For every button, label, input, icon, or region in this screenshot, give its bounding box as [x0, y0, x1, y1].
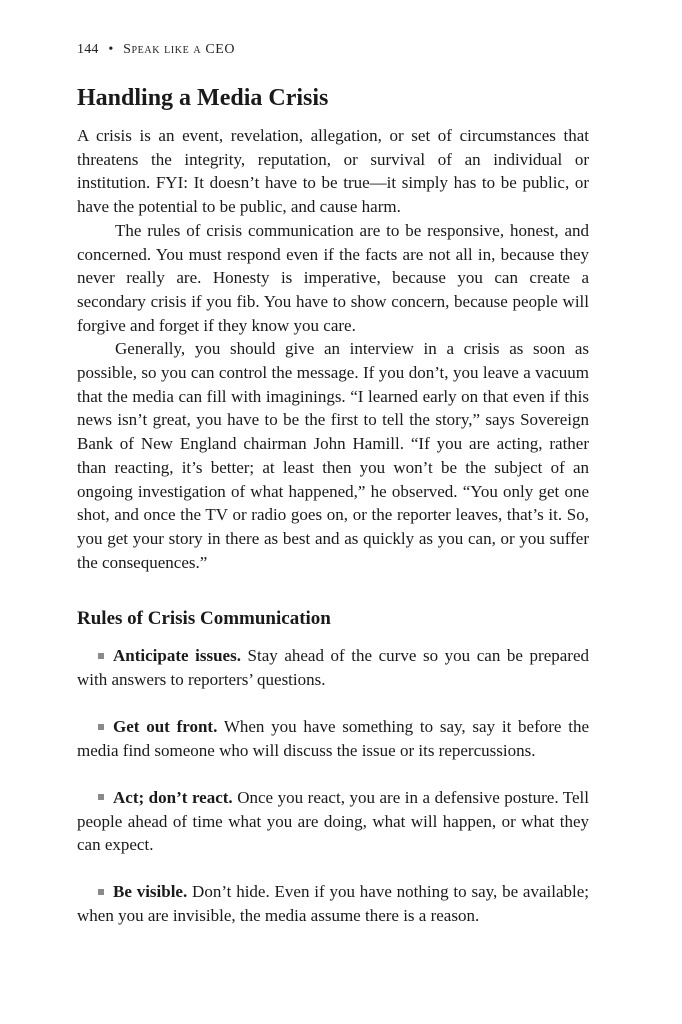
- rule-term: Get out front.: [113, 716, 218, 736]
- subsection-heading: Rules of Crisis Communication: [77, 608, 331, 629]
- list-item: [77, 644, 589, 691]
- paragraph: Generally, you should give an interview in a crisis as soon as possible, so you can control the message. If you don’t, you leave a vacuum that the media can fill with imaginings. “I learned early on that even if this news isn’t great, you have to be the first to tell the story,” says Sovereign Bank of New England chairman John Hamill. “If you are acting, rather than reacting, it’s better; at least then you won’t be the subject of an ongoing investigation of what happened,” he observed. “You only get one shot, and once the TV or radio goes on, or the reporter leaves, that’s it. So, you get your story in there as best and as quickly as you can, or you suffer the consequences.”: [77, 339, 589, 572]
- rule-term: Be visible.: [113, 882, 188, 902]
- body-text: [77, 124, 589, 574]
- book-title: Speak like a CEO: [123, 42, 236, 57]
- rule-term: Act; don’t react.: [113, 787, 233, 807]
- list-item: [77, 880, 589, 927]
- list-item: [77, 715, 589, 762]
- section-heading: Handling a Media Crisis: [77, 85, 329, 111]
- square-bullet-icon: [98, 653, 104, 659]
- square-bullet-icon: [98, 724, 104, 730]
- running-head: [77, 42, 235, 58]
- rule-term: Anticipate issues.: [113, 646, 241, 665]
- rule-text: Stay ahead of the curve so you can be prepared with answers to reporters’ questions.: [77, 646, 589, 689]
- separator-bullet: •: [108, 42, 114, 57]
- square-bullet-icon: [98, 889, 104, 895]
- square-bullet-icon: [98, 794, 104, 800]
- paragraph: The rules of crisis communication are to be responsive, honest, and concerned. You must respond even if the facts are not all in, because they never really are. Honesty is imperative, because you can create a secondary crisis if you fib. You have to show concern, because people will forgive and forget if they know you care.: [77, 220, 589, 335]
- paragraph: A crisis is an event, revelation, allegation, or set of circumstances that threatens the integrity, reputation, or survival of an individual or institution. FYI: It doesn’t have to be true—it simply has to be public, or have the potential to be public, and cause harm.: [77, 126, 589, 217]
- rule-text: When you have something to say, say it before the media find someone who will discuss the issue or its repercussions.: [77, 716, 589, 760]
- page-number: 144: [77, 42, 99, 57]
- list-item: [77, 786, 589, 857]
- rule-text: Once you react, you are in a defensive posture. Tell people ahead of time what you are doing, what will happen, or what they can expect.: [77, 787, 589, 855]
- rule-text: Don’t hide. Even if you have nothing to say, be available; when you are invisible, the media assume there is a reason.: [77, 882, 590, 926]
- rules-list: [77, 644, 589, 951]
